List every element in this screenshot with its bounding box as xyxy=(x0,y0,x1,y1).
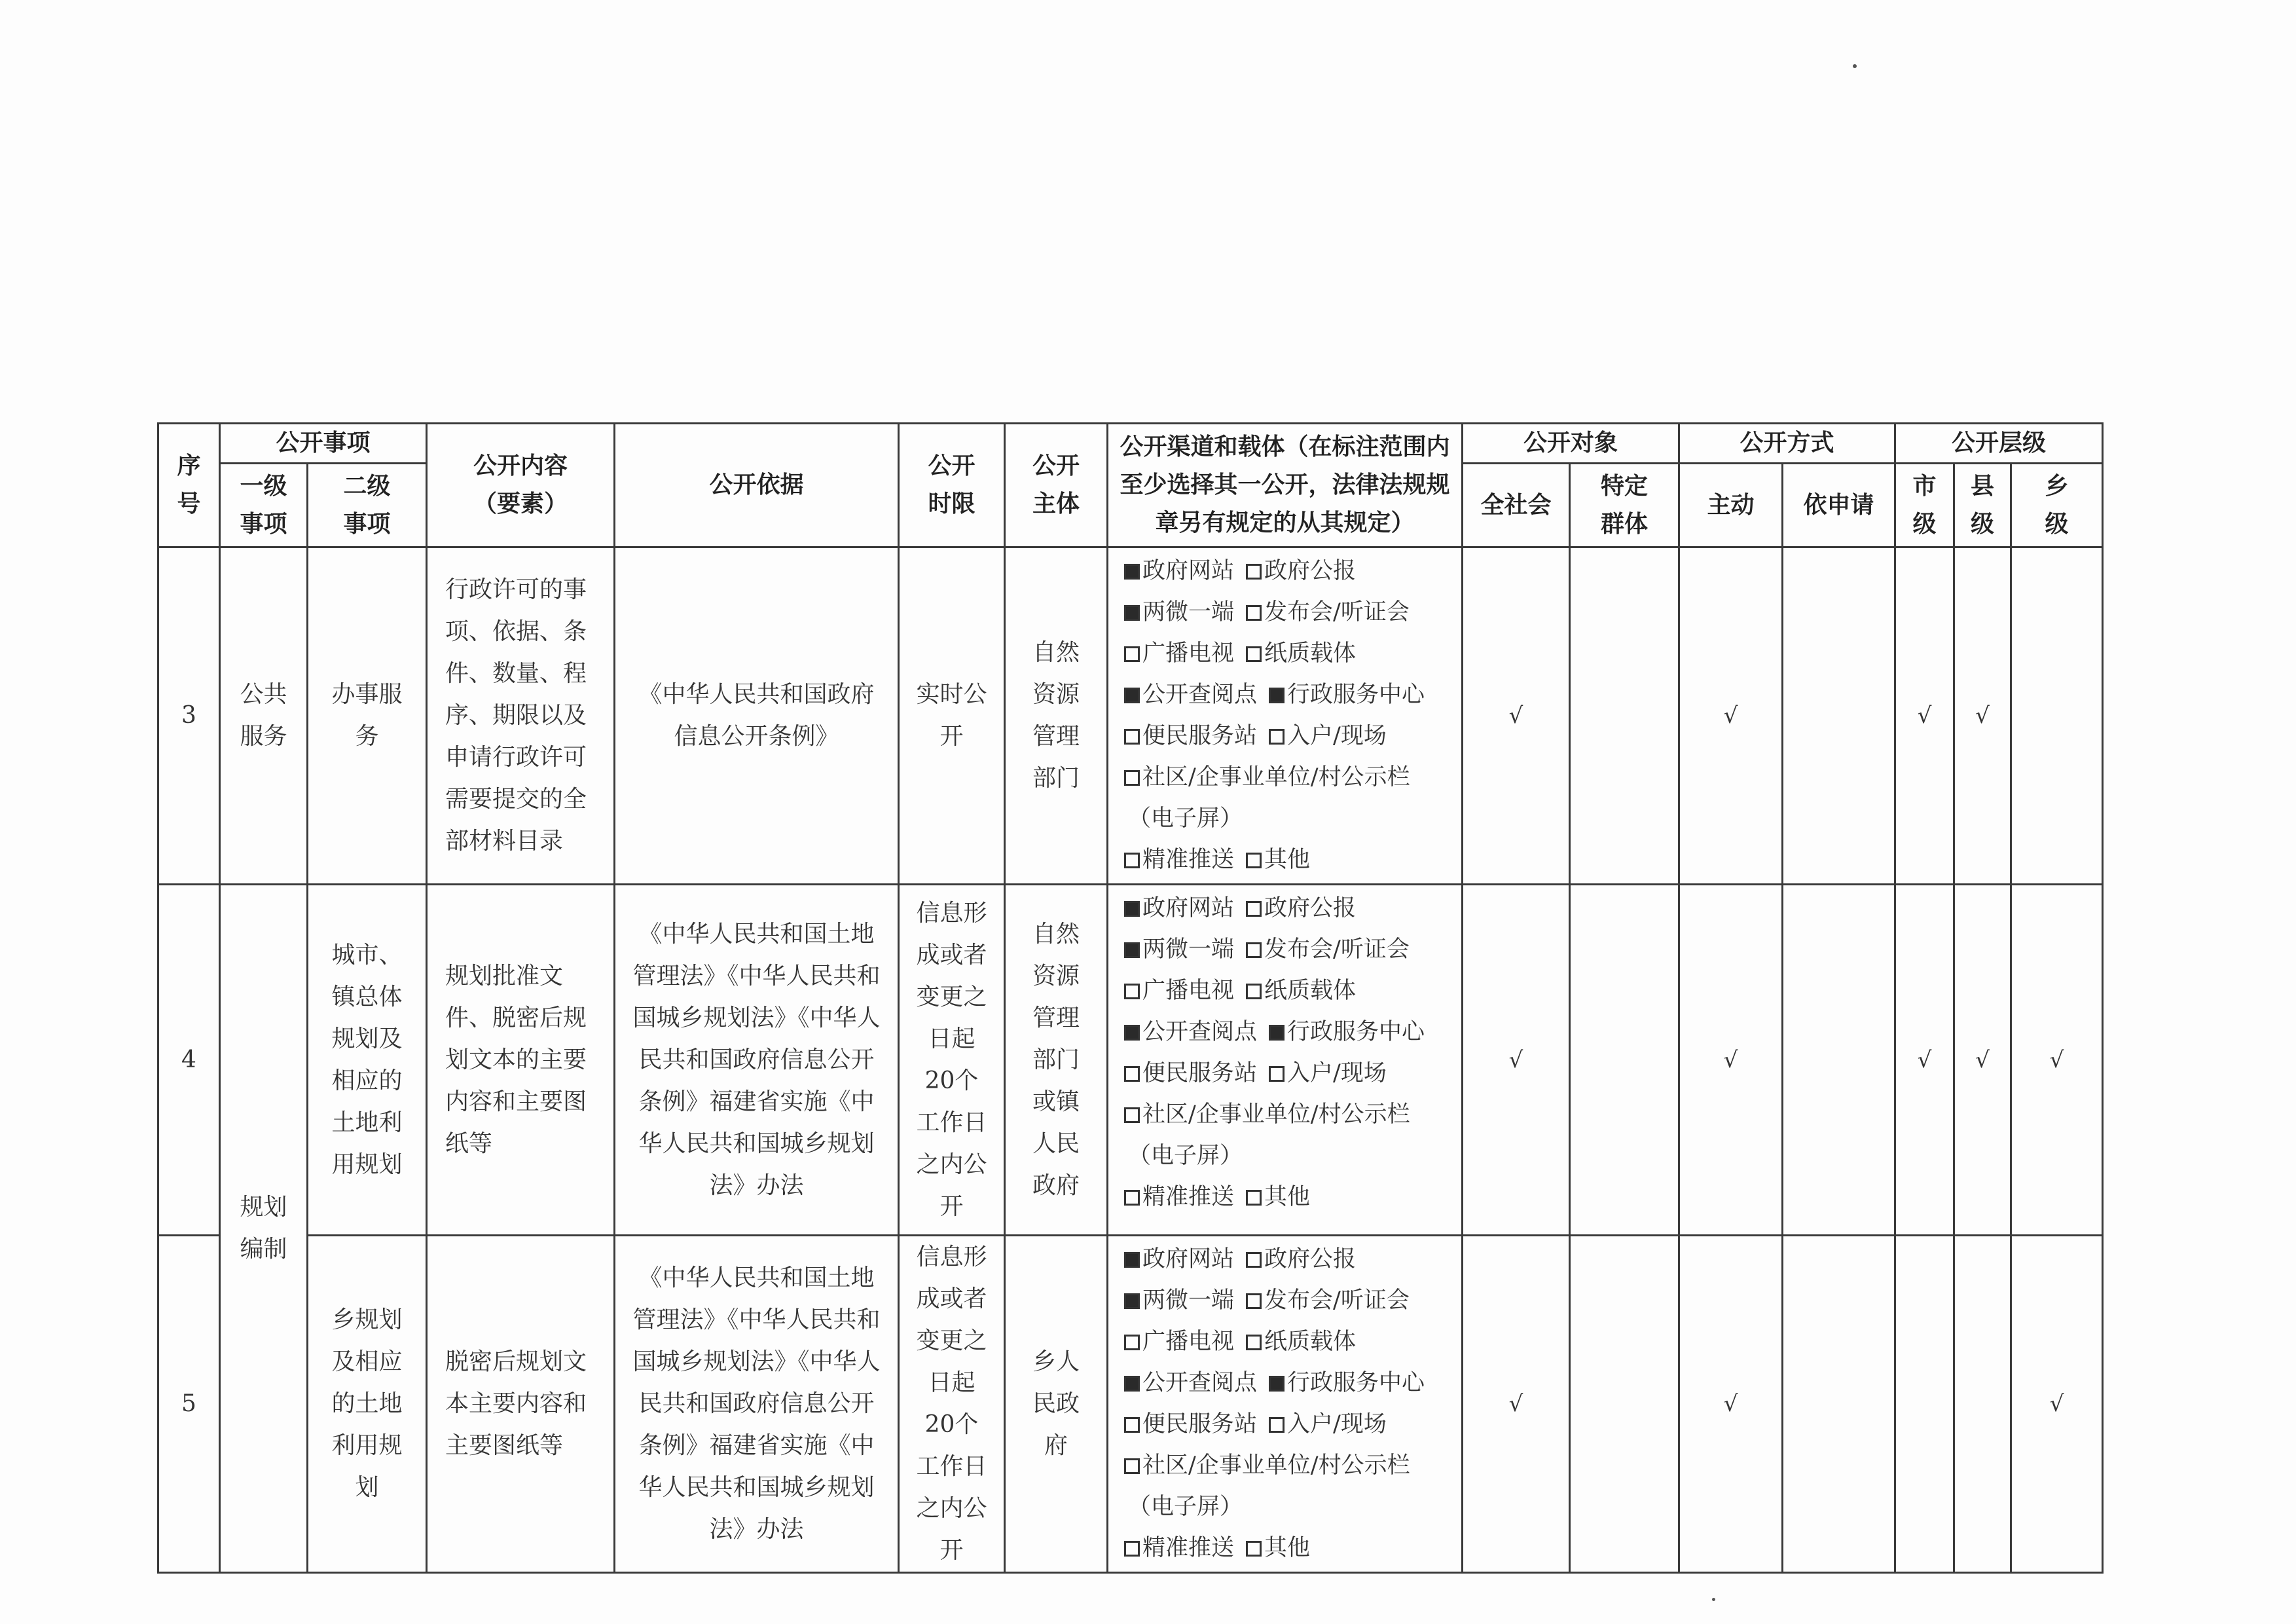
empty-box-icon xyxy=(1124,1335,1140,1350)
scan-speck xyxy=(1853,64,1857,68)
channel-option xyxy=(1124,1363,1257,1404)
channel-label: 行政服务中心 xyxy=(1287,1370,1425,1396)
channel-option xyxy=(1124,1445,1410,1486)
channel-line xyxy=(1124,970,1456,1012)
channel-option xyxy=(1124,1053,1257,1094)
empty-box-icon xyxy=(1269,1066,1285,1082)
empty-box-icon xyxy=(1246,1541,1262,1557)
channel-label: 便民服务站 xyxy=(1142,1411,1258,1437)
subject-text: 乡人民政府 xyxy=(1032,1348,1080,1459)
channel-label: 两微一端 xyxy=(1142,1287,1235,1314)
empty-box-icon xyxy=(1124,646,1140,662)
cell-target-specific xyxy=(1570,547,1679,885)
checked-box-icon xyxy=(1124,942,1140,958)
cell-method-active xyxy=(1679,885,1783,1236)
channel-label: 社区/企事业单位/村公示栏 xyxy=(1142,1101,1410,1128)
checked-box-icon xyxy=(1124,901,1140,917)
cell-level2 xyxy=(308,885,427,1236)
channel-line xyxy=(1124,551,1456,592)
cell-level-city xyxy=(1895,1236,1954,1573)
empty-box-icon xyxy=(1124,984,1140,999)
empty-box-icon xyxy=(1124,770,1140,786)
header-level1: 一级事项 xyxy=(220,464,308,547)
channel-option xyxy=(1246,929,1410,970)
channel-option xyxy=(1124,929,1234,970)
channel-label: 行政服务中心 xyxy=(1287,682,1425,708)
seq-text: 4 xyxy=(181,1046,196,1073)
cell-level2 xyxy=(308,547,427,885)
channel-label: 行政服务中心 xyxy=(1287,1019,1425,1045)
empty-box-icon xyxy=(1124,1190,1140,1206)
channel-option xyxy=(1246,840,1310,881)
header-seq: 序号 xyxy=(158,424,220,547)
header-time-limit: 公开时限 xyxy=(899,424,1005,547)
cell-channels xyxy=(1108,547,1463,885)
channel-label: 精准推送 xyxy=(1142,847,1235,873)
check-mark: √ xyxy=(1917,1046,1932,1073)
header-method-active: 主动 xyxy=(1679,464,1783,547)
cell-level-county xyxy=(1954,885,2011,1236)
channel-label: 公开查阅点 xyxy=(1142,682,1258,708)
channel-option xyxy=(1246,1239,1356,1280)
channel-label: 广播电视 xyxy=(1142,978,1235,1004)
cell-level1 xyxy=(220,885,308,1573)
channel-option xyxy=(1124,1280,1234,1321)
table-row xyxy=(158,547,2103,885)
channel-line xyxy=(1124,1445,1456,1486)
header-target-specific: 特定群体 xyxy=(1570,464,1679,547)
empty-box-icon xyxy=(1246,853,1262,868)
channel-label: 入户/现场 xyxy=(1287,1060,1387,1086)
empty-box-icon xyxy=(1246,1335,1262,1350)
channel-option xyxy=(1246,592,1410,633)
channel-option xyxy=(1124,757,1410,798)
channel-line xyxy=(1124,840,1456,881)
cell-target-all xyxy=(1463,1236,1570,1573)
header-subject: 公开主体 xyxy=(1005,424,1108,547)
check-mark: √ xyxy=(1975,703,1990,729)
cell-seq xyxy=(158,885,220,1236)
channel-option xyxy=(1246,1321,1356,1363)
cell-level-town xyxy=(2011,885,2103,1236)
subject-text: 自然资源管理部门 xyxy=(1032,639,1080,792)
channel-label: 政府公报 xyxy=(1264,558,1357,584)
cell-level-county xyxy=(1954,547,2011,885)
channel-option xyxy=(1269,1012,1425,1053)
time-limit-text: 信息形成或者变更之日起20个工作日之内公开 xyxy=(916,1244,987,1564)
channel-label: 公开查阅点 xyxy=(1142,1370,1258,1396)
seq-text: 5 xyxy=(181,1390,196,1417)
empty-box-icon xyxy=(1246,984,1262,999)
header-level-group: 公开层级 xyxy=(1895,424,2103,464)
checked-box-icon xyxy=(1124,1252,1140,1268)
channel-option xyxy=(1124,840,1234,881)
channel-line xyxy=(1124,1363,1456,1404)
channel-list xyxy=(1108,885,1461,1221)
channel-option xyxy=(1269,1053,1387,1094)
empty-box-icon xyxy=(1246,646,1262,662)
channel-line xyxy=(1124,1094,1456,1135)
empty-box-icon xyxy=(1124,729,1140,745)
channel-option xyxy=(1246,1177,1310,1218)
checked-box-icon xyxy=(1124,605,1140,621)
cell-seq xyxy=(158,547,220,885)
channel-paren-note: （电子屏） xyxy=(1128,1143,1243,1169)
channel-label: 政府公报 xyxy=(1264,1246,1357,1272)
cell-subject xyxy=(1005,547,1108,885)
empty-box-icon xyxy=(1124,1458,1140,1474)
channel-option xyxy=(1124,1094,1410,1135)
channel-line xyxy=(1124,1321,1456,1363)
basis-text: 《中华人民共和国土地管理法》《中华人民共和国城乡规划法》《中华人民共和国政府信息公开条例》福建省实施《中华人民共和国城乡规划法》办法 xyxy=(632,1264,881,1543)
channel-label: 其他 xyxy=(1264,1184,1311,1210)
channel-list xyxy=(1108,548,1461,883)
empty-box-icon xyxy=(1246,1190,1262,1206)
channel-label: 纸质载体 xyxy=(1264,978,1357,1004)
cell-level-county xyxy=(1954,1236,2011,1573)
check-mark: √ xyxy=(1723,703,1738,729)
channel-line xyxy=(1124,929,1456,970)
channel-line xyxy=(1124,1239,1456,1280)
cell-content xyxy=(427,885,615,1236)
channel-line xyxy=(1124,1177,1456,1218)
channel-option xyxy=(1124,551,1234,592)
channel-option xyxy=(1124,888,1234,929)
channel-line xyxy=(1124,1053,1456,1094)
cell-basis xyxy=(615,885,899,1236)
empty-box-icon xyxy=(1246,942,1262,958)
channel-label: 入户/现场 xyxy=(1287,1411,1387,1437)
checked-box-icon xyxy=(1124,688,1140,703)
empty-box-icon xyxy=(1269,1417,1285,1433)
cell-basis xyxy=(615,1236,899,1573)
cell-channels xyxy=(1108,885,1463,1236)
cell-content xyxy=(427,1236,615,1573)
cell-method-request xyxy=(1783,1236,1895,1573)
channel-option xyxy=(1246,970,1356,1012)
header-method-request: 依申请 xyxy=(1783,464,1895,547)
channel-paren-note: （电子屏） xyxy=(1128,1494,1243,1520)
channel-option xyxy=(1124,1528,1234,1569)
channel-line xyxy=(1124,1528,1456,1569)
channel-label: 发布会/听证会 xyxy=(1264,936,1410,963)
checked-box-icon xyxy=(1269,1376,1285,1392)
checked-box-icon xyxy=(1124,1025,1140,1041)
cell-level-city xyxy=(1895,885,1954,1236)
level2-text: 办事服务 xyxy=(331,681,403,750)
table-body xyxy=(158,547,2103,1573)
checked-box-icon xyxy=(1269,688,1285,703)
time-limit-text: 信息形成或者变更之日起20个工作日之内公开 xyxy=(916,899,987,1220)
channel-option xyxy=(1246,551,1356,592)
header-level-city: 市级 xyxy=(1895,464,1954,547)
check-mark: √ xyxy=(1723,1391,1738,1417)
check-mark: √ xyxy=(1508,1391,1523,1417)
disclosure-table xyxy=(157,422,2104,1574)
cell-method-request xyxy=(1783,885,1895,1236)
check-mark: √ xyxy=(1508,703,1523,729)
table-row xyxy=(158,885,2103,1236)
cell-basis xyxy=(615,547,899,885)
cell-channels xyxy=(1108,1236,1463,1573)
empty-box-icon xyxy=(1246,564,1262,580)
channel-option xyxy=(1246,888,1356,929)
header-target-all: 全社会 xyxy=(1463,464,1570,547)
content-text: 脱密后规划文本主要内容和主要图纸等 xyxy=(445,1348,587,1459)
cell-method-active xyxy=(1679,1236,1783,1573)
channel-line xyxy=(1124,1280,1456,1321)
cell-level2 xyxy=(308,1236,427,1573)
cell-level-town xyxy=(2011,1236,2103,1573)
level1-text: 公共服务 xyxy=(240,681,287,750)
channel-label: 精准推送 xyxy=(1142,1535,1235,1561)
channel-label: 两微一端 xyxy=(1142,936,1235,963)
channel-option xyxy=(1246,1280,1410,1321)
header-level-county: 县级 xyxy=(1954,464,2011,547)
empty-box-icon xyxy=(1246,1252,1262,1268)
checked-box-icon xyxy=(1124,1293,1140,1309)
cell-seq xyxy=(158,1236,220,1573)
header-items-group: 公开事项 xyxy=(220,424,427,464)
cell-target-specific xyxy=(1570,885,1679,1236)
cell-subject xyxy=(1005,1236,1108,1573)
channel-label: 社区/企事业单位/村公示栏 xyxy=(1142,1452,1410,1479)
channel-list xyxy=(1108,1236,1461,1572)
scan-speck xyxy=(1712,1598,1715,1601)
header-target-group: 公开对象 xyxy=(1463,424,1679,464)
channel-label: 发布会/听证会 xyxy=(1264,1287,1410,1314)
channel-line xyxy=(1124,592,1456,633)
content-text: 规划批准文件、脱密后规划文本的主要内容和主要图纸等 xyxy=(445,962,587,1157)
channel-option xyxy=(1124,674,1257,716)
cell-target-specific xyxy=(1570,1236,1679,1573)
channel-label: 纸质载体 xyxy=(1264,1329,1357,1355)
channel-option xyxy=(1269,1404,1387,1445)
level2-text: 乡规划及相应的土地利用规划 xyxy=(331,1306,403,1501)
basis-text: 《中华人民共和国土地管理法》《中华人民共和国城乡规划法》《中华人民共和国政府信息公开条例》福建省实施《中华人民共和国城乡规划法》办法 xyxy=(632,920,881,1199)
cell-content xyxy=(427,547,615,885)
channel-paren-note: （电子屏） xyxy=(1128,805,1243,832)
channel-label: 便民服务站 xyxy=(1142,723,1258,749)
channel-label: 社区/企事业单位/村公示栏 xyxy=(1142,764,1410,790)
channel-label: 政府网站 xyxy=(1142,1246,1235,1272)
check-mark: √ xyxy=(2049,1046,2064,1073)
channel-label: 政府公报 xyxy=(1264,895,1357,921)
channel-label: 政府网站 xyxy=(1142,558,1235,584)
check-mark: √ xyxy=(1975,1046,1990,1073)
cell-method-active xyxy=(1679,547,1783,885)
empty-box-icon xyxy=(1124,1541,1140,1557)
level2-text: 城市、镇总体规划及相应的土地利用规划 xyxy=(331,941,403,1178)
channel-option xyxy=(1124,1321,1234,1363)
channel-label: 入户/现场 xyxy=(1287,723,1387,749)
channel-line xyxy=(1124,888,1456,929)
header-channels: 公开渠道和载体（在标注范围内至少选择其一公开，法律法规规章另有规定的从其规定） xyxy=(1108,424,1463,547)
header-content: 公开内容（要素） xyxy=(427,424,615,547)
check-mark: √ xyxy=(1723,1046,1738,1073)
check-mark: √ xyxy=(1917,703,1932,729)
empty-box-icon xyxy=(1124,1417,1140,1433)
empty-box-icon xyxy=(1124,853,1140,868)
channel-option xyxy=(1124,716,1257,757)
channel-option xyxy=(1124,592,1234,633)
channel-label: 公开查阅点 xyxy=(1142,1019,1258,1045)
cell-time-limit xyxy=(899,547,1005,885)
empty-box-icon xyxy=(1246,1293,1262,1309)
cell-method-request xyxy=(1783,547,1895,885)
channel-option xyxy=(1124,1239,1234,1280)
header-basis: 公开依据 xyxy=(615,424,899,547)
channel-option xyxy=(1269,674,1425,716)
checked-box-icon xyxy=(1269,1025,1285,1041)
channel-option xyxy=(1124,1404,1257,1445)
empty-box-icon xyxy=(1124,1066,1140,1082)
checked-box-icon xyxy=(1124,1376,1140,1392)
cell-time-limit xyxy=(899,1236,1005,1573)
channel-label: 广播电视 xyxy=(1142,640,1235,667)
cell-level-city xyxy=(1895,547,1954,885)
channel-line xyxy=(1124,674,1456,716)
channel-label: 广播电视 xyxy=(1142,1329,1235,1355)
empty-box-icon xyxy=(1246,605,1262,621)
channel-line xyxy=(1124,716,1456,757)
time-limit-text: 实时公开 xyxy=(916,681,987,750)
content-text: 行政许可的事项、依据、条件、数量、程序、期限以及申请行政许可需要提交的全部材料目录 xyxy=(445,576,587,855)
cell-target-all xyxy=(1463,547,1570,885)
channel-option xyxy=(1246,1528,1310,1569)
checked-box-icon xyxy=(1124,564,1140,580)
check-mark: √ xyxy=(2049,1391,2064,1417)
channel-option xyxy=(1124,1012,1257,1053)
channel-option xyxy=(1124,633,1234,674)
table-row xyxy=(158,1236,2103,1573)
channel-line xyxy=(1124,633,1456,674)
channel-option xyxy=(1124,1177,1234,1218)
header-method-group: 公开方式 xyxy=(1679,424,1895,464)
empty-box-icon xyxy=(1246,901,1262,917)
header-level2: 二级事项 xyxy=(308,464,427,547)
channel-option xyxy=(1124,970,1234,1012)
channel-line xyxy=(1124,1404,1456,1445)
seq-text: 3 xyxy=(181,702,196,729)
channel-label: 其他 xyxy=(1264,847,1311,873)
channel-option xyxy=(1269,716,1387,757)
basis-text: 《中华人民共和国政府信息公开条例》 xyxy=(638,681,875,750)
empty-box-icon xyxy=(1124,1107,1140,1123)
channel-line xyxy=(1124,757,1456,798)
check-mark: √ xyxy=(1508,1046,1523,1073)
channel-line xyxy=(1124,1012,1456,1053)
channel-label: 便民服务站 xyxy=(1142,1060,1258,1086)
cell-level1 xyxy=(220,547,308,885)
level1-text: 规划编制 xyxy=(240,1194,287,1263)
cell-level-town xyxy=(2011,547,2103,885)
channel-label: 政府网站 xyxy=(1142,895,1235,921)
empty-box-icon xyxy=(1269,729,1285,745)
channel-label: 纸质载体 xyxy=(1264,640,1357,667)
cell-target-all xyxy=(1463,885,1570,1236)
subject-text: 自然资源管理部门或镇人民政府 xyxy=(1032,920,1080,1199)
channel-option xyxy=(1269,1363,1425,1404)
channel-label: 精准推送 xyxy=(1142,1184,1235,1210)
channel-label: 发布会/听证会 xyxy=(1264,599,1410,625)
channel-label: 其他 xyxy=(1264,1535,1311,1561)
header-level-town: 乡级 xyxy=(2011,464,2103,547)
channel-option xyxy=(1246,633,1356,674)
cell-subject xyxy=(1005,885,1108,1236)
cell-time-limit xyxy=(899,885,1005,1236)
channel-label: 两微一端 xyxy=(1142,599,1235,625)
